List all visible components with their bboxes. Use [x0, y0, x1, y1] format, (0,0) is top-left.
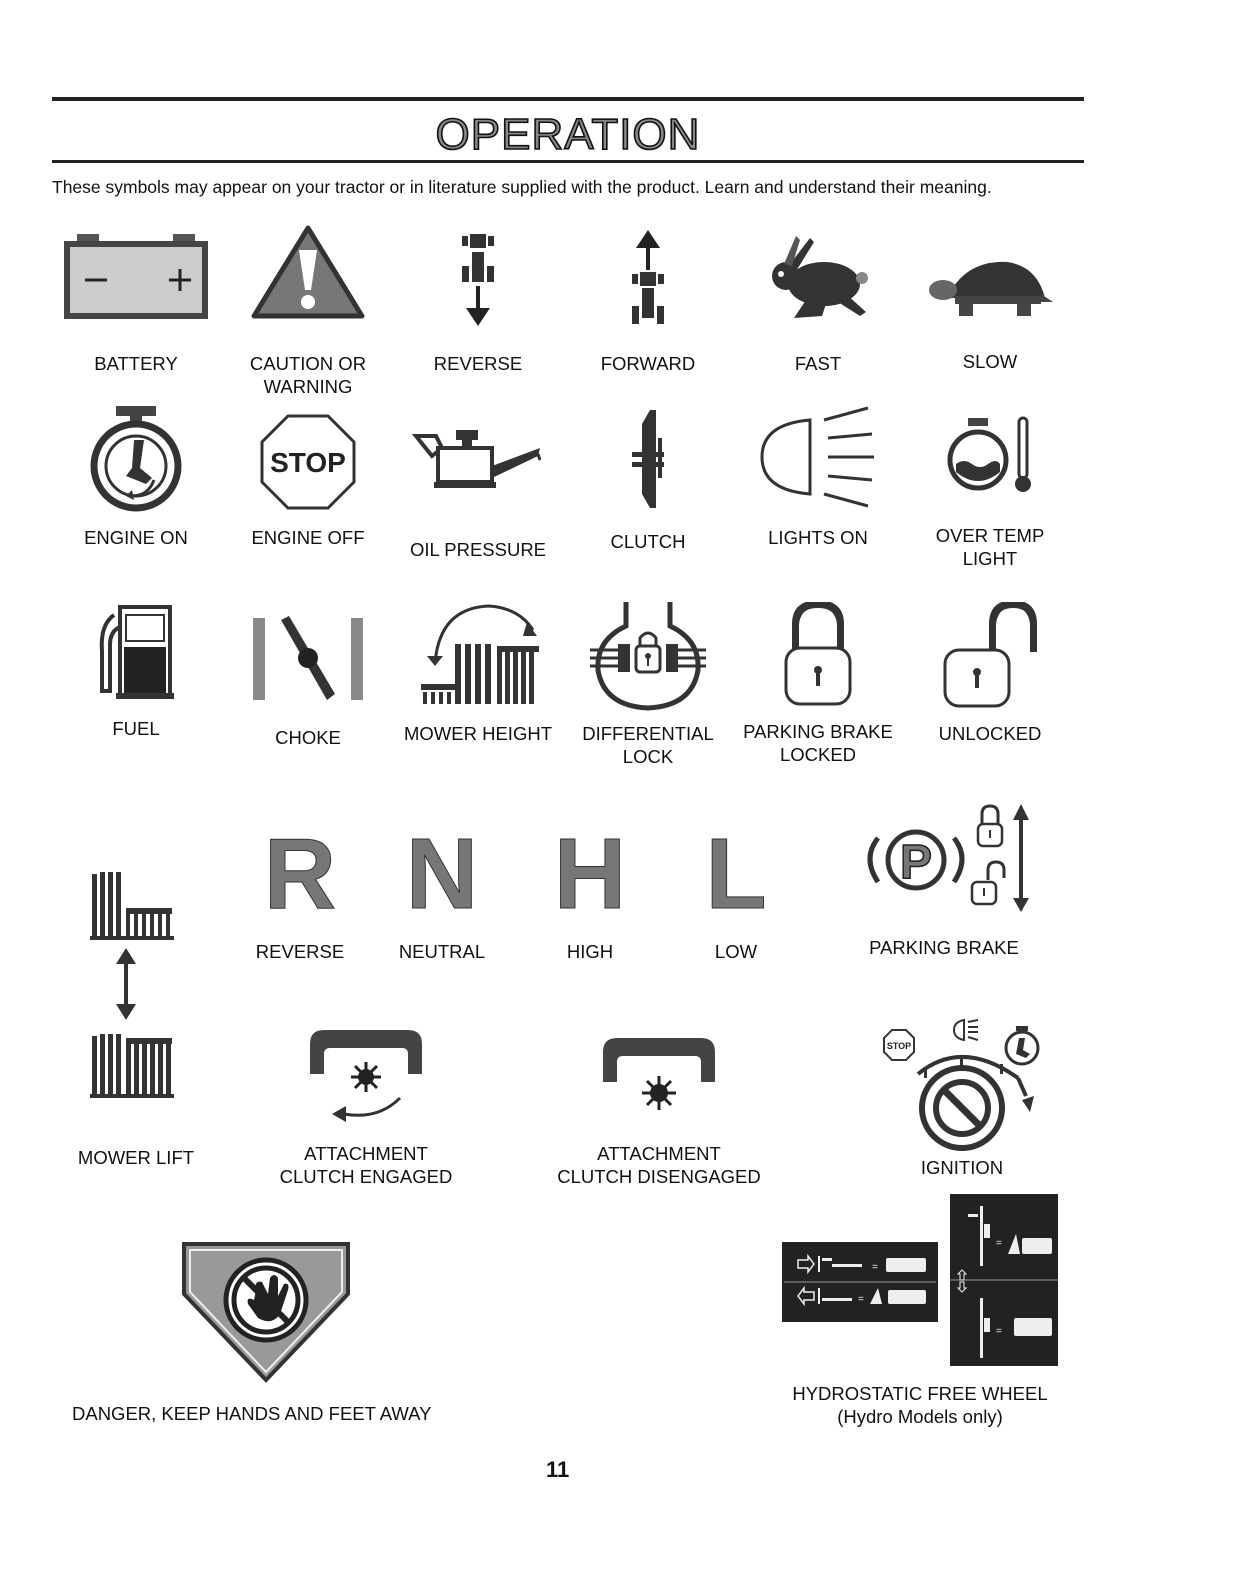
caution-triangle-icon [250, 224, 366, 320]
attachment-engaged-icon [304, 1024, 428, 1126]
engine-on-icon [86, 402, 186, 514]
symbol-clutch [570, 408, 726, 553]
reverse-arrow-icon [458, 230, 498, 328]
symbol-att-disengaged [548, 1032, 770, 1188]
danger-hand-icon [176, 1240, 356, 1384]
gear-l-letter: L [705, 818, 767, 930]
mower-lift-label: MOWER LIFT [77, 1147, 195, 1168]
parking-brake-label: PARKING BRAKE [869, 937, 1019, 958]
gear-r [236, 818, 364, 963]
fast-label: FAST [794, 353, 842, 374]
ignition-stop-text: STOP [886, 1041, 912, 1051]
mower-lift-icon [86, 866, 182, 1102]
symbol-engine-off [230, 414, 386, 549]
ignition-label: IGNITION [920, 1157, 1004, 1178]
battery-icon [63, 232, 209, 320]
gear-r-letter: R [263, 818, 337, 930]
parking-brake-letter: P [899, 836, 933, 889]
turtle-icon [925, 258, 1055, 320]
svg-text:=: = [996, 1326, 1002, 1337]
symbol-reverse [400, 230, 556, 375]
clutch-label: CLUTCH [610, 531, 686, 552]
title-rule [52, 160, 1084, 163]
gear-n-label: NEUTRAL [398, 941, 486, 962]
forward-arrow-icon [628, 230, 668, 328]
parking-brake-icon [856, 802, 1032, 914]
padlock-open-icon [941, 602, 1039, 708]
symbol-oil-pressure [400, 426, 556, 561]
gear-l [672, 818, 800, 963]
slow-label: SLOW [962, 351, 1018, 372]
att-engaged-label: ATTACHMENT CLUTCH ENGAGED [279, 1143, 453, 1187]
gear-h-label: HIGH [566, 941, 614, 962]
oil-can-icon [412, 426, 544, 496]
page-number: 11 [546, 1457, 570, 1482]
symbol-parking-brake [852, 802, 1036, 959]
engine-on-label: ENGINE ON [84, 527, 188, 548]
reverse-dir-label: REVERSE [433, 353, 523, 374]
hydro-label: HYDROSTATIC FREE WHEEL (Hydro Models only) [792, 1383, 1048, 1427]
differential-lock-icon [586, 600, 710, 712]
parking-locked-label: PARKING BRAKE LOCKED [743, 721, 893, 765]
symbol-forward [570, 230, 726, 375]
clutch-icon [628, 408, 668, 510]
gear-r-label: REVERSE [255, 941, 345, 962]
svg-text:=: = [872, 1262, 878, 1273]
symbol-fuel [58, 605, 214, 740]
choke-label: CHOKE [275, 727, 341, 748]
gear-l-label: LOW [714, 941, 758, 962]
lights-on-label: LIGHTS ON [768, 527, 868, 548]
attachment-disengaged-icon [597, 1032, 721, 1118]
thermometer-icon [942, 414, 1038, 494]
mower-height-label: MOWER HEIGHT [404, 723, 552, 744]
choke-icon [249, 614, 367, 702]
caution-label: CAUTION OR WARNING [249, 353, 367, 397]
gear-n-letter: N [405, 818, 479, 930]
unlocked-label: UNLOCKED [938, 723, 1042, 744]
headlight-icon [756, 404, 880, 510]
danger-label: DANGER, KEEP HANDS AND FEET AWAY [72, 1403, 432, 1424]
fuel-label: FUEL [112, 718, 160, 739]
gear-n [378, 818, 506, 963]
fuel-pump-icon [96, 605, 176, 701]
symbol-mower-height [400, 600, 556, 745]
symbol-unlocked [912, 602, 1068, 745]
oil-pressure-label: OIL PRESSURE [409, 539, 547, 560]
symbol-fast [740, 232, 896, 375]
stop-sign-text: STOP [270, 447, 346, 478]
svg-text:=: = [858, 1294, 864, 1305]
symbol-att-engaged [256, 1024, 476, 1188]
symbol-caution [230, 224, 386, 398]
symbol-over-temp [912, 414, 1068, 570]
symbol-diff-lock [570, 600, 726, 768]
battery-label: BATTERY [94, 353, 178, 374]
diff-lock-label: DIFFERENTIAL LOCK [582, 723, 714, 767]
padlock-closed-icon [782, 602, 854, 706]
over-temp-label: OVER TEMP LIGHT [935, 525, 1045, 569]
att-disengaged-label: ATTACHMENT CLUTCH DISENGAGED [557, 1143, 761, 1187]
symbol-choke [230, 614, 386, 749]
intro-text: These symbols may appear on your tractor or in literature supplied with the product. Learn and understand their meaning. [52, 177, 992, 197]
engine-off-label: ENGINE OFF [251, 527, 365, 548]
symbol-engine-on [58, 402, 214, 549]
rabbit-icon [766, 232, 870, 324]
symbol-ignition [868, 1016, 1056, 1179]
svg-text:=: = [996, 1238, 1002, 1249]
gear-h-letter: H [553, 818, 627, 930]
hydrostatic-free-wheel-icon [782, 1194, 1062, 1366]
mower-height-icon [415, 600, 541, 708]
symbol-lights-on [740, 404, 896, 549]
hydro-graphic [782, 1194, 1062, 1366]
page-title: OPERATION [435, 110, 701, 159]
gear-h [526, 818, 654, 963]
symbol-battery [58, 232, 214, 375]
ignition-icon [872, 1016, 1052, 1152]
forward-label: FORWARD [600, 353, 696, 374]
top-rule [52, 97, 1084, 101]
symbol-parking-locked [740, 602, 896, 766]
stop-sign-icon [260, 414, 356, 510]
symbol-slow [912, 258, 1068, 373]
